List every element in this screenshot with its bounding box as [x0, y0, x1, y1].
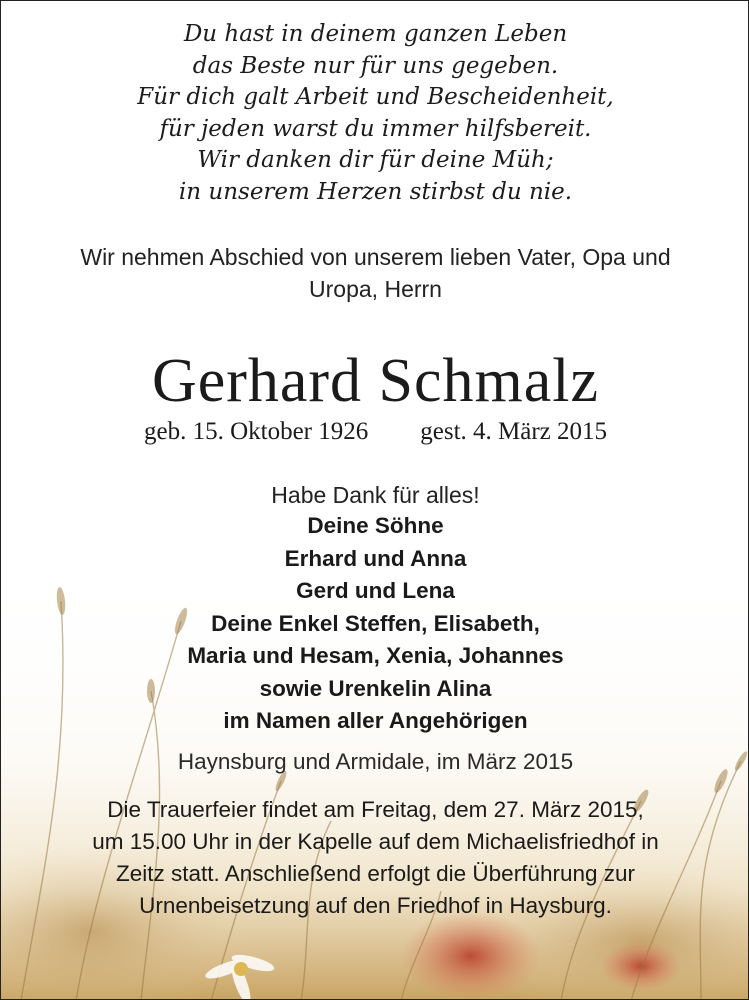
thanks-line: Habe Dank für alles! [271, 482, 480, 508]
mourners-line: im Namen aller Angehörigen [223, 708, 528, 733]
service-line: Urnenbeisetzung auf den Friedhof in Haysburg. [139, 893, 612, 918]
birth-date: geb. 15. Oktober 1926 [143, 418, 369, 445]
mourners-line: sowie Urenkelin Alina [259, 675, 492, 701]
funeral-service-info [1, 794, 749, 922]
intro-line: Wir nehmen Abschied von unserem lieben Vater, Opa und [80, 244, 671, 270]
poem-line: Du hast in deinem ganzen Leben [183, 21, 568, 47]
poem-line: das Beste nur für uns gegeben. [192, 52, 559, 79]
poem-line: Wir danken dir für deine Müh; [197, 147, 554, 173]
poem-line: für jeden warst du immer hilfsbereit. [159, 115, 592, 142]
poem-line: in unserem Herzen stirbst du nie. [178, 178, 573, 205]
life-dates [1, 416, 749, 448]
farewell-intro [31, 241, 720, 305]
mourners-line: Deine Söhne [307, 513, 444, 538]
place-and-date: Haynsburg und Armidale, im März 2015 [177, 749, 574, 774]
mourners-line: Maria und Hesam, Xenia, Johannes [187, 643, 564, 668]
service-line: Zeitz statt. Anschließend erfolgt die Überführung zur [115, 861, 636, 886]
death-date: gest. 4. März 2015 [420, 418, 608, 445]
service-line: um 15.00 Uhr in der Kapelle auf dem Michaelisfriedhof in [92, 829, 659, 854]
mourners-line: Gerd und Lena [296, 578, 455, 603]
mourners-list [1, 510, 749, 738]
deceased-name: Gerhard Schmalz [151, 347, 600, 415]
mourners-line: Deine Enkel Steffen, Elisabeth, [211, 610, 540, 636]
memorial-poem [1, 19, 749, 208]
poem-line: Für dich galt Arbeit und Bescheidenheit, [137, 84, 614, 110]
intro-line: Uropa, Herrn [309, 276, 442, 302]
mourners-line: Erhard und Anna [284, 545, 467, 571]
service-line: Die Trauerfeier findet am Freitag, dem 27. März 2015, [107, 797, 644, 822]
